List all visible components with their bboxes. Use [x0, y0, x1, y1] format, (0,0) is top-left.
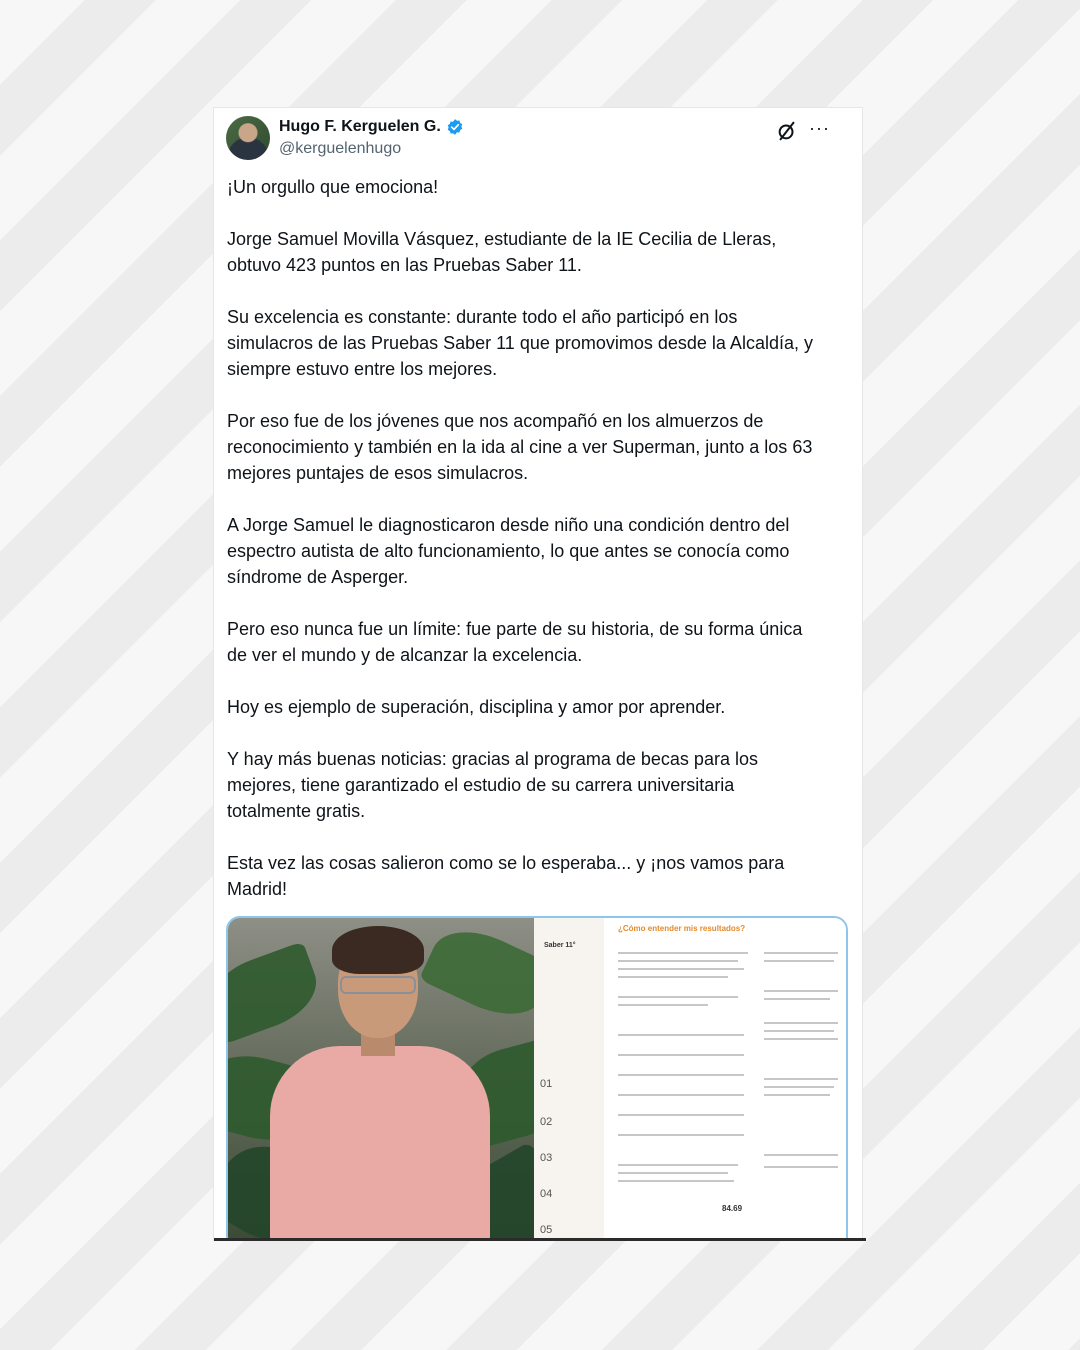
- tweet-header: [226, 116, 846, 164]
- doc-brand: Saber 11°: [544, 942, 576, 949]
- doc-number: 04: [540, 1188, 553, 1200]
- doc-number: 01: [540, 1078, 553, 1090]
- avatar[interactable]: [226, 116, 270, 160]
- doc-number: 03: [540, 1152, 553, 1164]
- doc-number: 05: [540, 1224, 553, 1236]
- author-name[interactable]: Hugo F. Kerguelen G.: [279, 118, 441, 135]
- doc-score: 84.69: [722, 1204, 743, 1213]
- student-photo: [228, 918, 534, 1240]
- results-document: [534, 918, 846, 1240]
- more-options-icon[interactable]: ···: [809, 118, 830, 138]
- tweet-card: [214, 108, 862, 1240]
- doc-title: ¿Cómo entender mis resultados?: [618, 924, 746, 933]
- card-bottom-divider: [214, 1238, 866, 1241]
- author-row: [279, 118, 464, 136]
- tweet-text: ¡Un orgullo que emociona! Jorge Samuel Movilla Vásquez, estudiante de la IE Cecilia de Lleras, obtuvo 423 puntos en las Pruebas Saber 11. Su excelencia es constante: durante todo el año participó en los simulacros de las Pruebas Saber 11 que promovimos desde la Alcaldía, y siempre estuvo entre los mejores. Por eso fue de los jóvenes que nos acompañó en los almuerzos de reconocimiento y también en la ida al cine a ver Superman, junto a los 63 mejores puntajes de esos simulacros. A Jorge Samuel le diagnosticaron desde niño una condición dentro del espectro autista de alto funcionamiento, lo que antes se conocía como síndrome de Asperger. Pero eso nunca fue un límite: fue parte de su historia, de su forma única de ver el mundo y de alcanzar la excelencia. Hoy es ejemplo de superación, disciplina y amor por aprender. Y hay más buenas noticias: gracias al programa de becas para los mejores, tiene garantizado el estudio de su carrera universitaria totalmente gratis. Esta vez las cosas salieron como se lo esperaba... y ¡nos vamos para Madrid!: [227, 177, 813, 899]
- grok-icon[interactable]: [776, 120, 798, 142]
- doc-number: 02: [540, 1116, 553, 1128]
- tweet-media-image[interactable]: [226, 916, 848, 1240]
- author-handle[interactable]: @kerguelenhugo: [279, 140, 402, 157]
- verified-badge-icon: [446, 118, 464, 136]
